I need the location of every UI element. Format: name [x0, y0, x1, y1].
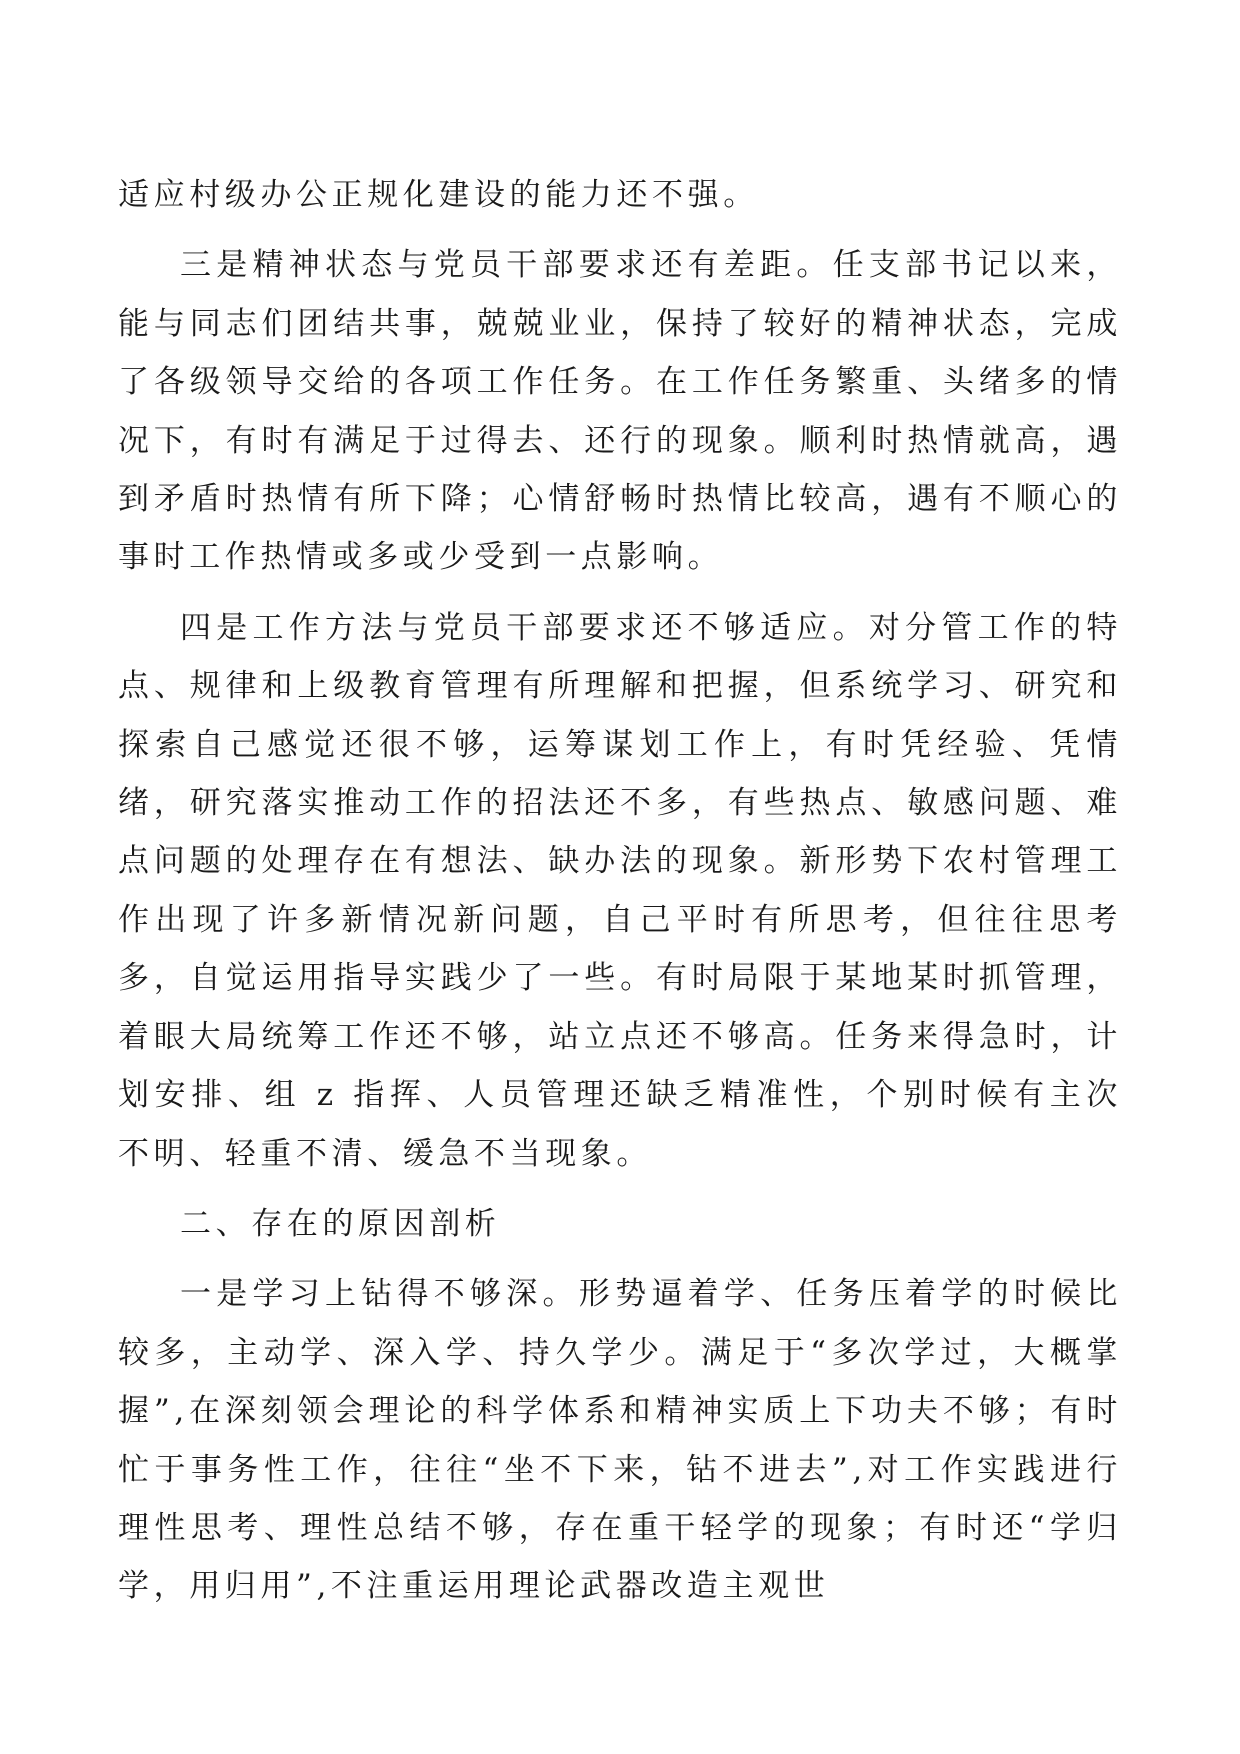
paragraph-work-methods: 四是工作方法与党员干部要求还不够适应。对分管工作的特点、规律和上级教育管理有所理解和把握，但系统学习、研究和探索自己感觉还很不够，运筹谋划工作上，有时凭经验、凭情绪，研究落实推动工作的招法还不多，有些热点、敏感问题、难点问题的处理存在有想法、缺办法的现象。新形势下农村管理工作出现了许多新情况新问题，自己平时有所思考，但往往思考多，自觉运用指导实践少了一些。有时局限于某地某时抓管理，着眼大局统筹工作还不够，站立点还不够高。任务来得急时，计划安排、组 z 指挥、人员管理还缺乏精准性，个别时候有主次不明、轻重不清、缓急不当现象。	[118, 609, 1122, 1172]
section-heading-cause-analysis: 二、存在的原因剖析	[180, 1205, 501, 1242]
paragraph-spirit-state: 三是精神状态与党员干部要求还有差距。任支部书记以来，能与同志们团结共事，兢兢业业，保持了较好的精神状态，完成了各级领导交给的各项工作任务。在工作任务繁重、头绪多的情况下，有时有满足于过得去、还行的现象。顺利时热情就高，遇到矛盾时热情有所下降；心情舒畅时热情比较高，遇有不顺心的事时工作热情或多或少受到一点影响。	[118, 247, 1122, 576]
document-body	[118, 166, 1122, 1616]
paragraph-continuation: 适应村级办公正规化建设的能力还不强。	[118, 177, 759, 213]
paragraph-study-depth: 一是学习上钻得不够深。形势逼着学、任务压着学的时候比较多，主动学、深入学、持久学少。满足于“多次学过，大概掌握”,在深刻领会理论的科学体系和精神实质上下功夫不够；有时忙于事务性工作，往往“坐不下来，钻不进去”,对工作实践进行理性思考、理性总结不够，存在重干轻学的现象；有时还“学归学，用归用”,不注重运用理论武器改造主观世	[118, 1276, 1122, 1605]
